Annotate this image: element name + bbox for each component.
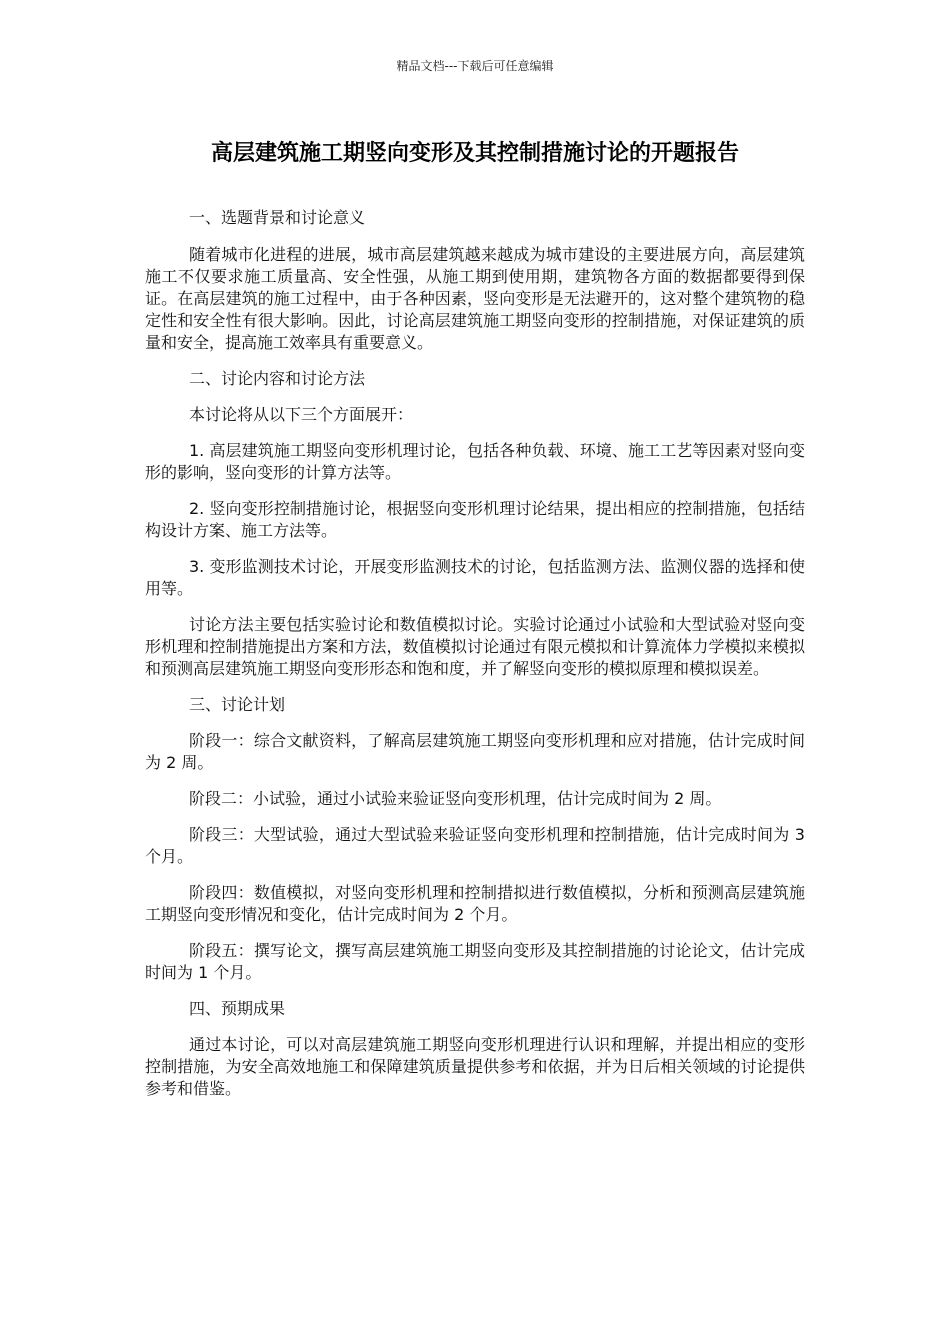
paragraph-results: 通过本讨论，可以对高层建筑施工期竖向变形机理进行认识和理解，并提出相应的变形控制措施，为安全高效地施工和保障建筑质量提供参考和依据，并为日后相关领域的讨论提供参考和借鉴。 [145,1035,805,1098]
paragraph-content-intro: 本讨论将从以下三个方面展开： [189,405,414,424]
section-heading-plan: 三、讨论计划 [189,695,286,714]
page-header: 精品文档---下载后可任意编辑 [396,59,554,73]
section-heading-results: 四、预期成果 [189,999,286,1018]
list-item-content-2: 2. 竖向变形控制措施讨论，根据竖向变形机理讨论结果，提出相应的控制措施，包括结构设计方案、施工方法等。 [145,499,805,540]
paragraph-method: 讨论方法主要包括实验讨论和数值模拟讨论。实验讨论通过小试验和大型试验对竖向变形机理和控制措施提出方案和方法，数值模拟讨论通过有限元模拟和计算流体力学模拟来模拟和预测高层建筑施工期竖向变形形态和饱和度，并了解竖向变形的模拟原理和模拟误差。 [145,615,805,678]
document-body [145,207,805,1114]
list-item-content-3: 3. 变形监测技术讨论，开展变形监测技术的讨论，包括监测方法、监测仪器的选择和使用等。 [145,557,805,598]
plan-stage-1: 阶段一：综合文献资料，了解高层建筑施工期竖向变形机理和应对措施，估计完成时间为 2 周。 [145,731,805,772]
list-item-content-1: 1. 高层建筑施工期竖向变形机理讨论，包括各种负载、环境、施工工艺等因素对竖向变形的影响，竖向变形的计算方法等。 [145,441,805,482]
plan-stage-2: 阶段二：小试验，通过小试验来验证竖向变形机理，估计完成时间为 2 周。 [189,789,722,808]
section-heading-background: 一、选题背景和讨论意义 [189,208,366,227]
plan-stage-5: 阶段五：撰写论文，撰写高层建筑施工期竖向变形及其控制措施的讨论论文，估计完成时间为 1 个月。 [145,941,805,982]
section-heading-content: 二、讨论内容和讨论方法 [189,369,366,388]
plan-stage-4: 阶段四：数值模拟，对竖向变形机理和控制措拟进行数值模拟，分析和预测高层建筑施工期竖向变形情况和变化，估计完成时间为 2 个月。 [145,883,805,924]
document-title: 高层建筑施工期竖向变形及其控制措施讨论的开题报告 [210,141,739,166]
paragraph-background: 随着城市化进程的进展，城市高层建筑越来越成为城市建设的主要进展方向，高层建筑施工不仅要求施工质量高、安全性强，从施工期到使用期，建筑物各方面的数据都要得到保证。在高层建筑的施工过程中，由于各种因素，竖向变形是无法避开的，这对整个建筑物的稳定性和安全性有很大影响。因此，讨论高层建筑施工期竖向变形的控制措施，对保证建筑的质量和安全，提高施工效率具有重要意义。 [145,245,805,352]
plan-stage-3: 阶段三：大型试验，通过大型试验来验证竖向变形机理和控制措施，估计完成时间为 3 个月。 [145,825,805,866]
